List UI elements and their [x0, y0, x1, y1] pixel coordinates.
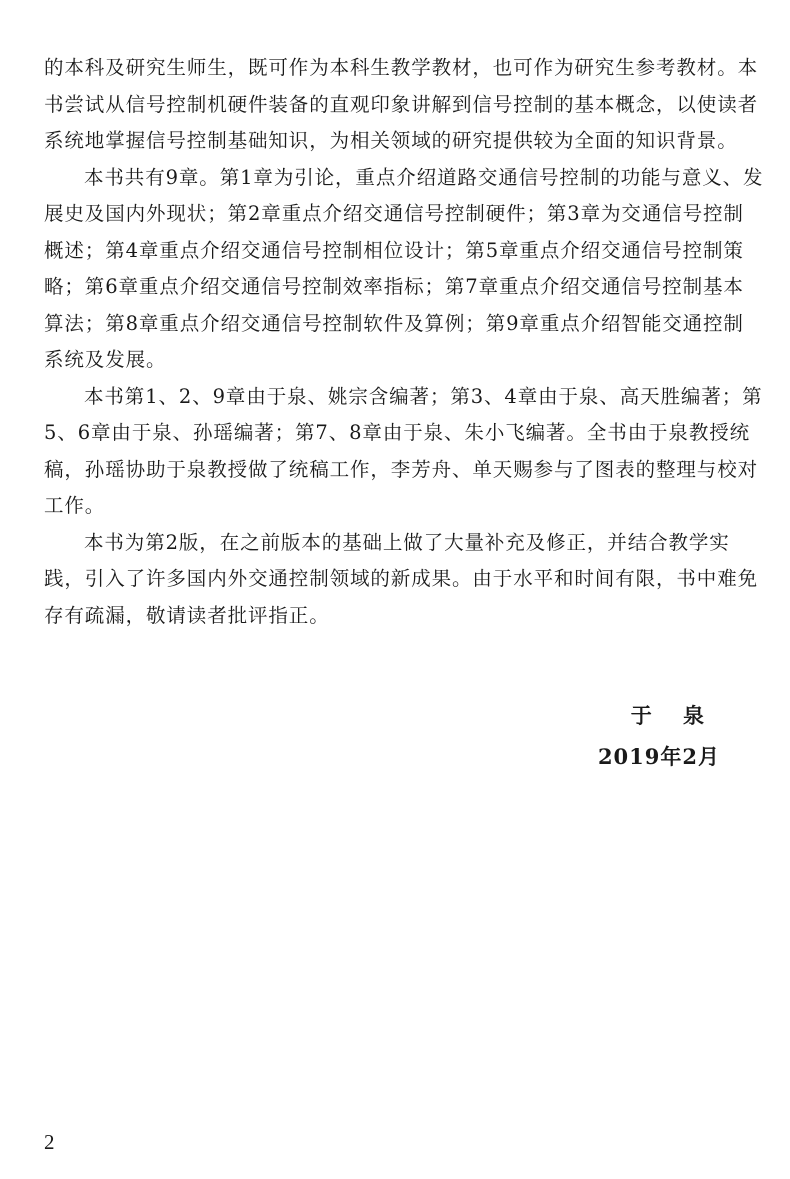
- signature-date: 2019年2月: [597, 744, 720, 769]
- paragraph-edition: 本书为第2版，在之前版本的基础上做了大量补充及修正，并结合教学实践，引入了许多国内外交通控制领域的新成果。由于水平和时间有限，书中难免存有疏漏，敬请读者批评指正。: [44, 530, 759, 627]
- page-number: 2: [44, 1130, 55, 1154]
- signature-author: 于 泉: [630, 703, 716, 728]
- paragraph-continuation: 的本科及研究生师生，既可作为本科生教学教材，也可作为研究生参考教材。本书尝试从信号控制机硬件装备的直观印象讲解到信号控制的基本概念，以使读者系统地掌握信号控制基础知识，为相关领域的研究提供较为全面的知识背景。: [44, 56, 759, 152]
- paragraph-chapters: 本书共有9章。第1章为引论，重点介绍道路交通信号控制的功能与意义、发展史及国内外现状；第2章重点介绍交通信号控制硬件；第3章为交通信号控制概述；第4章重点介绍交通信号控制相位设计；第5章重点介绍交通信号控制策略；第6章重点介绍交通信号控制效率指标；第7章重点介绍交通信号控制基本算法；第8章重点介绍交通信号控制软件及算例；第9章重点介绍智能交通控制系统及发展。: [44, 165, 764, 371]
- paragraph-authors: 本书第1、2、9章由于泉、姚宗含编著；第3、4章由于泉、高天胜编著；第5、6章由于泉、孙瑶编著；第7、8章由于泉、朱小飞编著。全书由于泉教授统稿，孙瑶协助于泉教授做了统稿工作，李芳舟、单天赐参与了图表的整理与校对工作。: [44, 384, 763, 517]
- page-body: [44, 50, 764, 634]
